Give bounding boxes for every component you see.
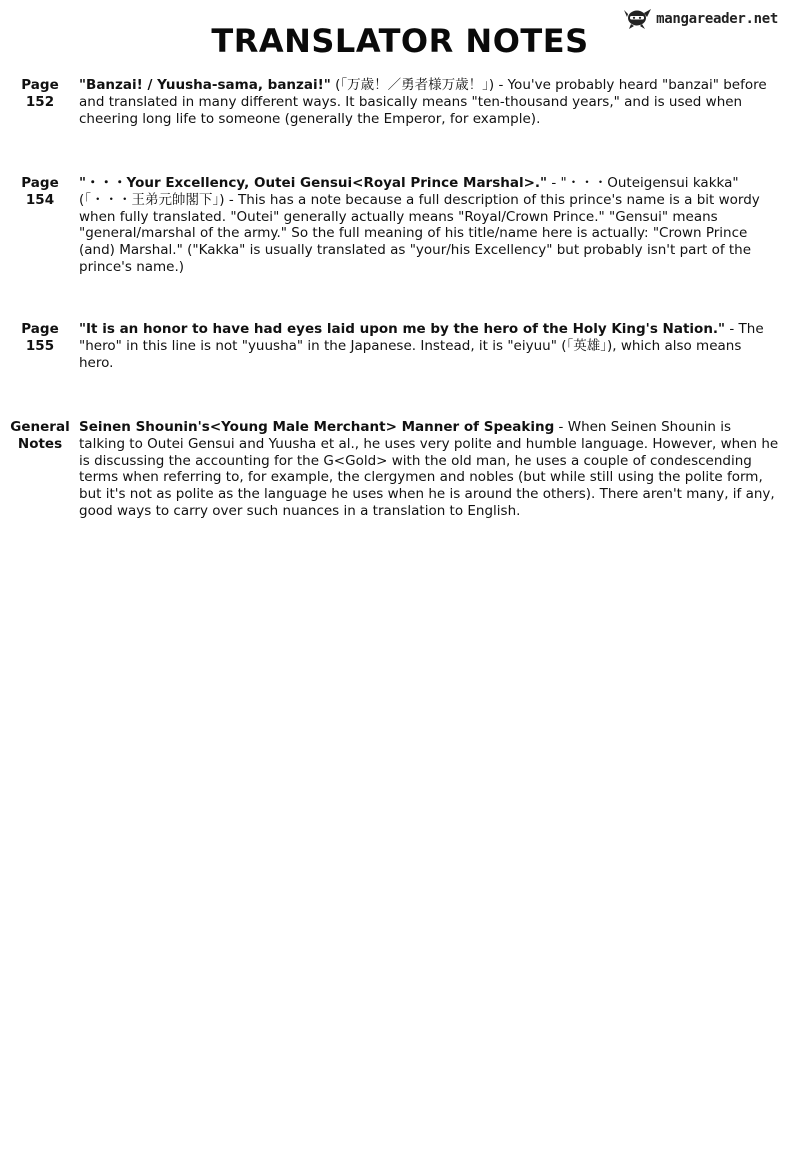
note-label-line1: Page <box>21 77 59 93</box>
note-text: - "・・・Outeigensui kakka" (「・・・王弟元帥閣下」) - This has a note because a full description of this prince's name is a bit wordy when fully translated. "Outei" generally actually means "Royal/Crown Prince." "Gensui" means "general/marshal of the army." So the full meaning of his title/name here is actually: "Crown Prince (and) Marshal." ("Kakka" is usually translated as "your/his Excellency" but probably isn't part of the prince's name.) <box>79 175 760 275</box>
note-label <box>8 419 72 453</box>
note-label-line2: 152 <box>25 94 55 110</box>
note-term: "It is an honor to have had eyes laid upon me by the hero of the Holy King's Nation." <box>79 321 726 337</box>
note-label <box>8 321 72 355</box>
note-label-line1: Page <box>21 321 59 337</box>
note-term: "・・・Your Excellency, Outei Gensui<Royal Prince Marshal>." <box>79 175 548 191</box>
note-body <box>79 175 779 276</box>
note-label <box>8 77 72 111</box>
note-body <box>79 77 779 127</box>
note-text: (「万歳！／勇者様万歳！」) - You've probably heard "banzai" before and translated in many different ways. It basically means "ten-thousand years," and is used when cheering long life to someone (generally the Emperor, for example). <box>79 77 767 127</box>
note-body <box>79 321 779 371</box>
page-title: TRANSLATOR NOTES <box>211 22 589 60</box>
note-term: "Banzai! / Yuusha-sama, banzai!" <box>79 77 331 93</box>
note-label <box>8 175 72 209</box>
watermark-text: mangareader.net <box>656 11 778 27</box>
note-text: - When Seinen Shounin is talking to Outei Gensui and Yuusha et al., he uses very polite and humble language. However, when he is discussing the accounting for the G<Gold> with the old man, he uses a couple of condescending terms when referring to, for example, the clergymen and nobles (but while still using the polite form, but it's not as polite as the language he uses when he is around the others). There aren't many, if any, good ways to carry over such nuances in a translation to English. <box>79 419 779 519</box>
note-label-line2: 155 <box>25 338 55 354</box>
note-label-line2: 154 <box>25 192 55 208</box>
note-text: - The "hero" in this line is not "yuusha" in the Japanese. Instead, it is "eiyuu" (「英雄」), which also means hero. <box>79 321 764 371</box>
note-label-line1: Page <box>21 175 59 191</box>
note-label-line1: General <box>10 419 70 435</box>
note-body <box>79 419 779 520</box>
note-term: Seinen Shounin's<Young Male Merchant> Manner of Speaking <box>79 419 555 435</box>
note-label-line2: Notes <box>17 436 63 452</box>
